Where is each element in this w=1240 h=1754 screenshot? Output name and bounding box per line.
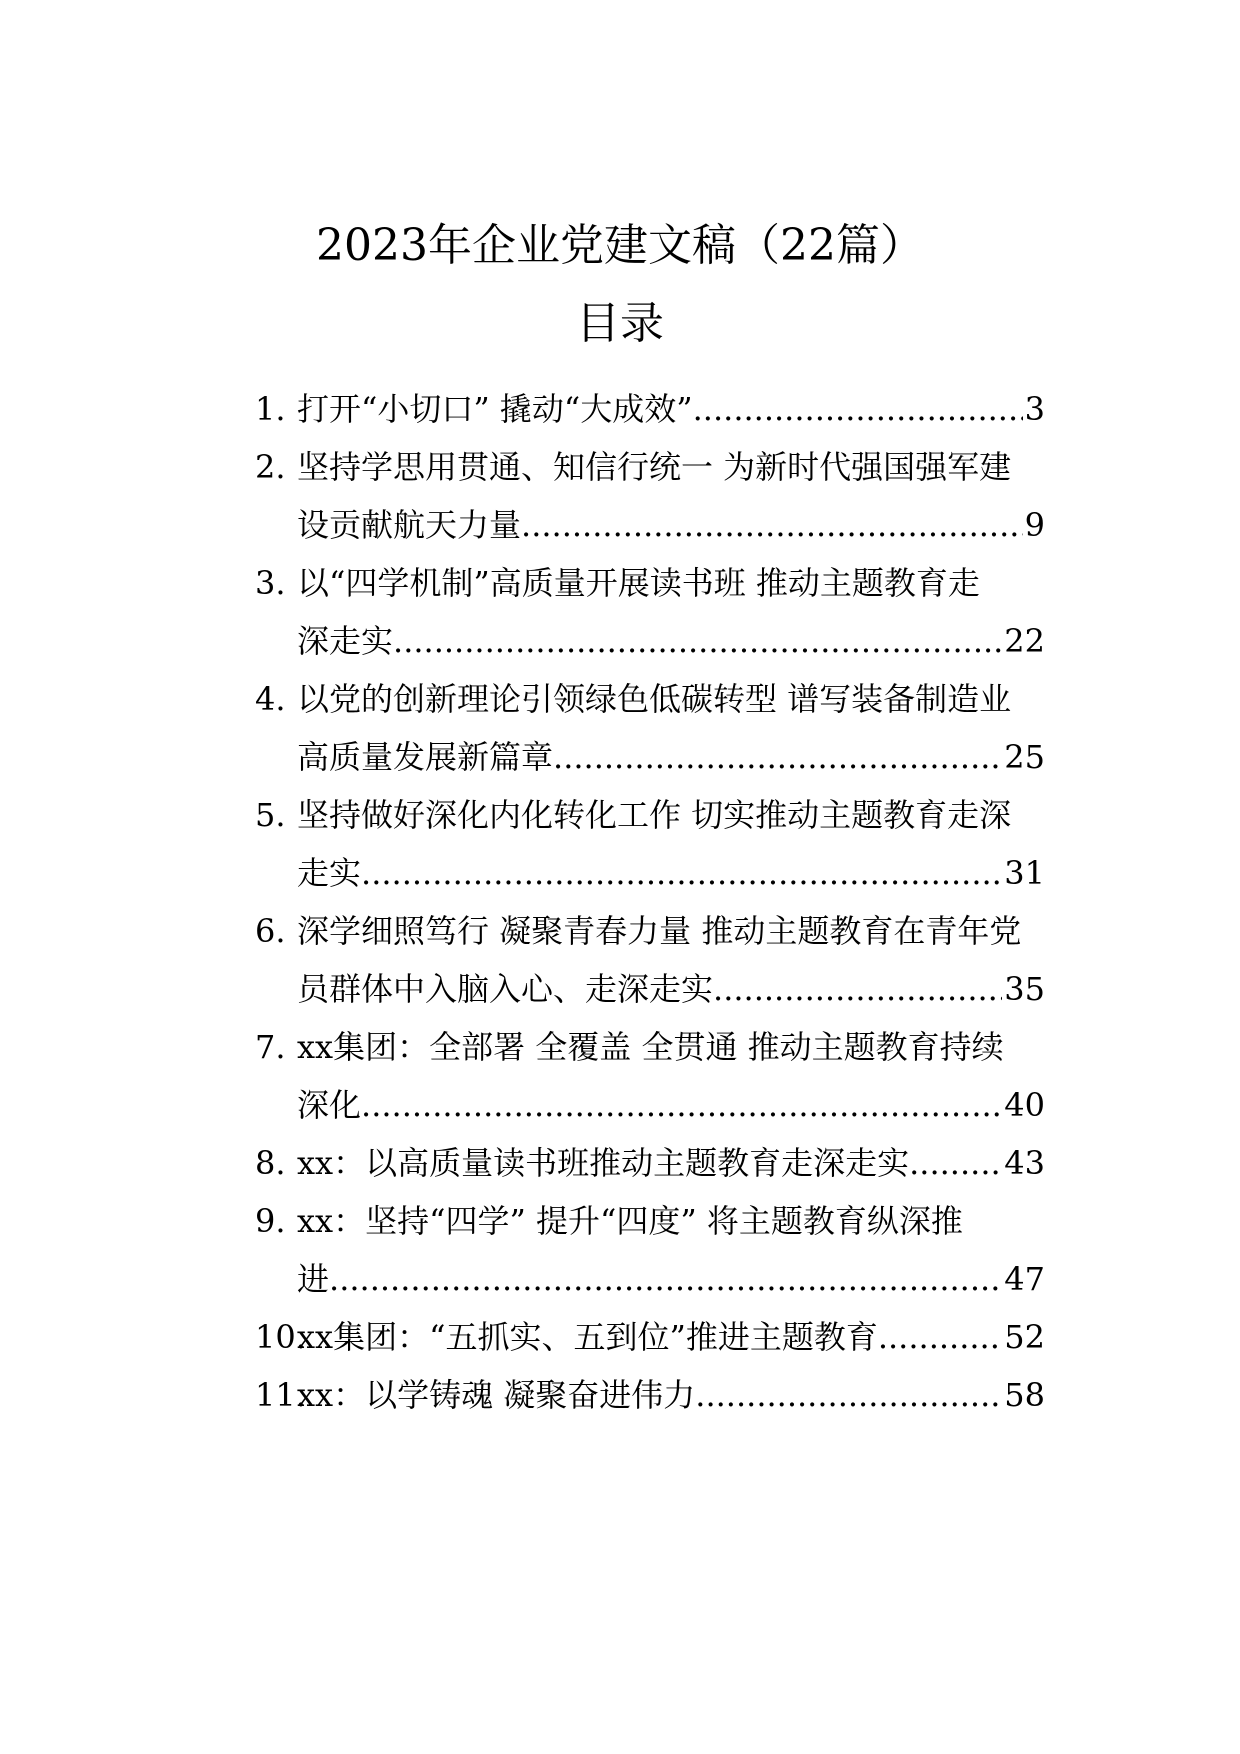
toc-heading: 目录	[576, 298, 664, 349]
toc-entry-title: 坚持做好深化内化转化工作 切实推动主题教育走深	[297, 796, 1012, 834]
toc-entry-number: 9.	[255, 1202, 286, 1240]
toc-entry-line	[255, 616, 1045, 666]
toc-entry-title: xx集团：“五抓实、五到位”推进主题教育	[297, 1318, 878, 1356]
toc-entry-line	[255, 1138, 1045, 1188]
toc-entry-line	[255, 384, 1045, 434]
toc-entry-title: 以党的创新理论引领绿色低碳转型 谱写装备制造业	[297, 680, 1012, 718]
toc-entry-title: xx：坚持“四学” 提升“四度” 将主题教育纵深推	[297, 1202, 963, 1240]
toc-entry-number: 5.	[255, 796, 286, 834]
toc-entry-title: 深化	[297, 1086, 362, 1124]
toc-entry-line	[255, 1080, 1045, 1130]
toc-entry-line	[255, 964, 1045, 1014]
toc-entry-number: 10.	[255, 1318, 306, 1356]
toc-entry-title: 员群体中入脑入心、走深走实	[297, 970, 714, 1008]
toc-entry-line	[255, 732, 1045, 782]
toc-entry-page: 35	[1004, 970, 1045, 1008]
toc-entry-line	[255, 500, 1045, 550]
toc-leader-dots	[553, 732, 1002, 782]
toc-entry-page: 47	[1004, 1260, 1045, 1298]
toc-entry-line	[255, 558, 1045, 608]
toc-leader-dots	[393, 616, 1002, 666]
toc-entry-number: 8.	[255, 1144, 286, 1182]
toc-entry-title: xx集团：全部署 全覆盖 全贯通 推动主题教育持续	[297, 1028, 1004, 1066]
toc-entry-title: 深学细照笃行 凝聚青春力量 推动主题教育在青年党	[297, 912, 1022, 950]
toc-entry-line	[255, 848, 1045, 898]
toc-leader-dots	[878, 1312, 1002, 1362]
toc-entry-line	[255, 1312, 1045, 1362]
document-title: 2023年企业党建文稿（22篇）	[316, 220, 924, 271]
toc-entry-title: 坚持学思用贯通、知信行统一 为新时代强国强军建	[297, 448, 1012, 486]
toc-entry-title: 设贡献航天力量	[297, 506, 522, 544]
toc-entry-page: 40	[1004, 1086, 1045, 1124]
toc-entry-title: 进	[297, 1260, 330, 1298]
toc-entry-title: 以“四学机制”高质量开展读书班 推动主题教育走	[297, 564, 980, 602]
toc-entry-title: 打开“小切口” 撬动“大成效”	[297, 390, 693, 428]
toc-leader-dots	[329, 1254, 1002, 1304]
toc-entry-line	[255, 790, 1045, 840]
toc-leader-dots	[361, 1080, 1002, 1130]
toc-entry-number: 2.	[255, 448, 286, 486]
toc-entry-page: 52	[1004, 1318, 1045, 1356]
toc-entry-page: 58	[1004, 1376, 1045, 1414]
toc-entry-number: 1.	[255, 390, 286, 428]
toc-leader-dots	[521, 500, 1023, 550]
toc-entry-title: 走实	[297, 854, 362, 892]
toc-entry-line	[255, 1022, 1045, 1072]
toc-entry-page: 25	[1004, 738, 1045, 776]
toc-leader-dots	[713, 964, 1002, 1014]
toc-entry-page: 43	[1004, 1144, 1045, 1182]
toc-entry-page: 31	[1004, 854, 1045, 892]
toc-entry-title: 深走实	[297, 622, 394, 660]
toc-entry-page: 3	[1024, 390, 1045, 428]
toc-entry-page: 9	[1024, 506, 1045, 544]
toc-leader-dots	[361, 848, 1002, 898]
toc-leader-dots	[693, 384, 1023, 434]
toc-entry-number: 3.	[255, 564, 286, 602]
toc-leader-dots	[695, 1370, 1002, 1420]
toc-entry-line	[255, 674, 1045, 724]
toc-entry-line	[255, 1254, 1045, 1304]
toc-entry-page: 22	[1004, 622, 1045, 660]
toc-entry-line	[255, 1370, 1045, 1420]
toc-entry-title: 高质量发展新篇章	[297, 738, 554, 776]
toc-entry-number: 7.	[255, 1028, 286, 1066]
toc-entry-line	[255, 1196, 1045, 1246]
toc-entry-line	[255, 442, 1045, 492]
toc-entry-number: 11.	[255, 1376, 306, 1414]
toc-entry-line	[255, 906, 1045, 956]
toc-entry-title: xx：以学铸魂 凝聚奋进伟力	[297, 1376, 696, 1414]
toc-entry-number: 4.	[255, 680, 286, 718]
toc-leader-dots	[909, 1138, 1002, 1188]
toc-entry-title: xx：以高质量读书班推动主题教育走深走实	[297, 1144, 910, 1182]
toc-entry-number: 6.	[255, 912, 286, 950]
